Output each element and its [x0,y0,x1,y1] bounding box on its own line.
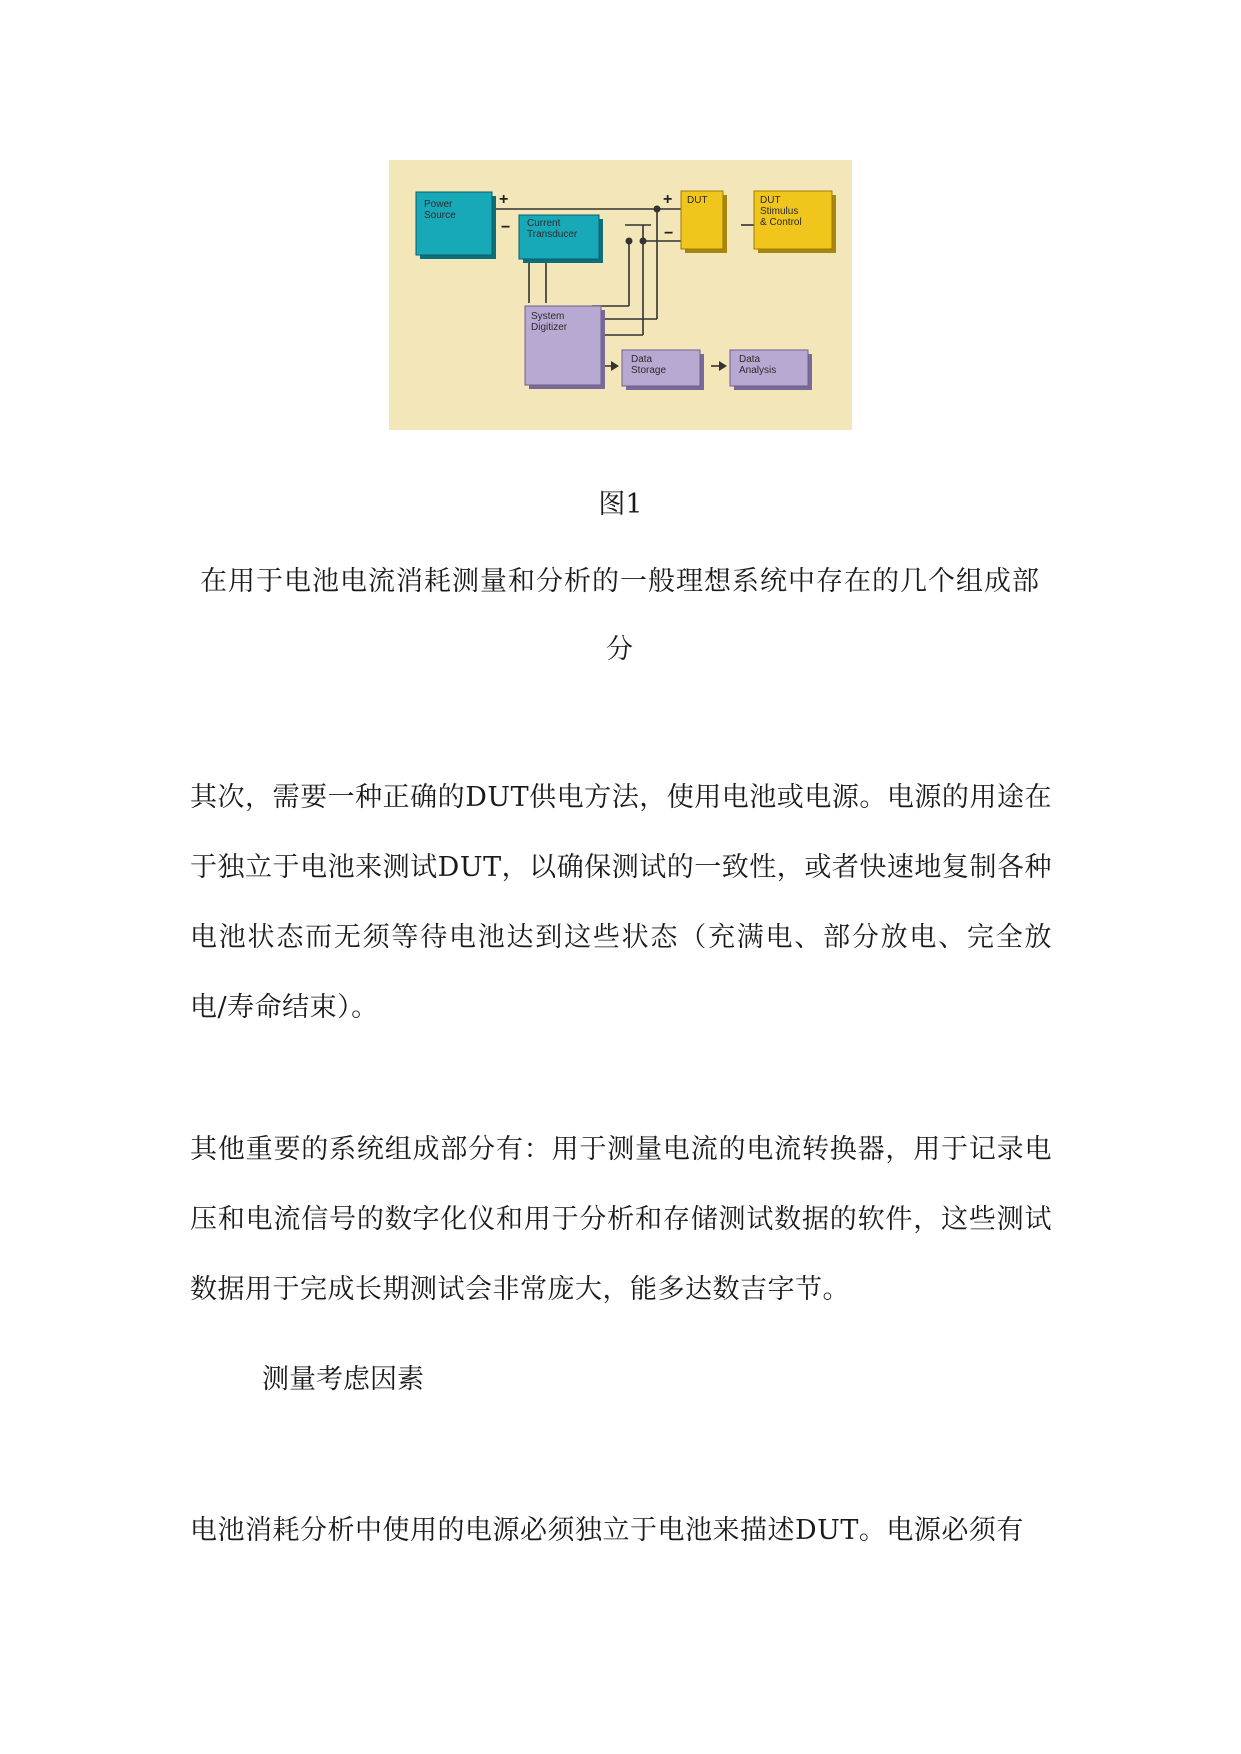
block-label-line: Power [424,199,453,210]
block-label-line: Source [424,210,456,221]
block-label-line: Storage [631,365,667,376]
block-label-line: Stimulus [760,206,799,217]
block-label-line: DUT [760,195,781,206]
plus-sign-source: + [499,191,509,208]
block-label-line: System [531,311,565,322]
current-transducer-block [519,215,603,263]
data-analysis-block [730,350,812,390]
block-label-line: Analysis [739,365,777,376]
block-label-line: Digitizer [531,322,568,333]
minus-sign-source: − [501,219,511,236]
block-label-line: Current [527,218,561,229]
block-diagram-figure [389,160,852,430]
paragraph-power-method: 其次，需要一种正确的DUT供电方法，使用电池或电源。电源的用途在于独立于电池来测试DUT，以确保测试的一致性，或者快速地复制各种电池状态而无须等待电池达到这些状态（充满电、部分放电、完全放电/寿命结束）。 [190,782,1052,1023]
block-label-line: Data [631,354,653,365]
dut-stimulus-block [754,191,836,253]
plus-sign-dut: + [663,191,673,208]
data-storage-block [622,350,704,390]
dut-label [687,195,708,206]
block-label-line: Transducer [527,229,578,240]
dut-block [681,191,727,253]
block-label-line: DUT [687,195,708,206]
block-label-line: & Control [760,217,802,228]
junction-dot [640,238,647,245]
block-label-line: Data [739,354,761,365]
block-diagram [389,160,852,430]
power-source-block [416,192,496,259]
section-heading: 测量考虑因素 [262,1364,424,1395]
power-source-label [424,199,456,221]
figure-label: 图1 [598,489,643,520]
junction-dot [654,206,661,213]
system-digitizer-block [525,306,605,389]
junction-dot [626,238,633,245]
paragraph-power-requirements: 电池消耗分析中使用的电源必须独立于电池来描述DUT。电源必须有 [190,1515,1024,1546]
paragraph-system-components: 其他重要的系统组成部分有：用于测量电流的电流转换器，用于记录电压和电流信号的数字化仪和用于分析和存储测试数据的软件，这些测试数据用于完成长期测试会非常庞大，能多达数吉字节。 [190,1134,1052,1305]
figure-caption: 在用于电池电流消耗测量和分析的一般理想系统中存在的几个组成部分 [200,566,1040,665]
system-digitizer-label [531,311,568,333]
minus-sign-dut: − [664,225,674,242]
